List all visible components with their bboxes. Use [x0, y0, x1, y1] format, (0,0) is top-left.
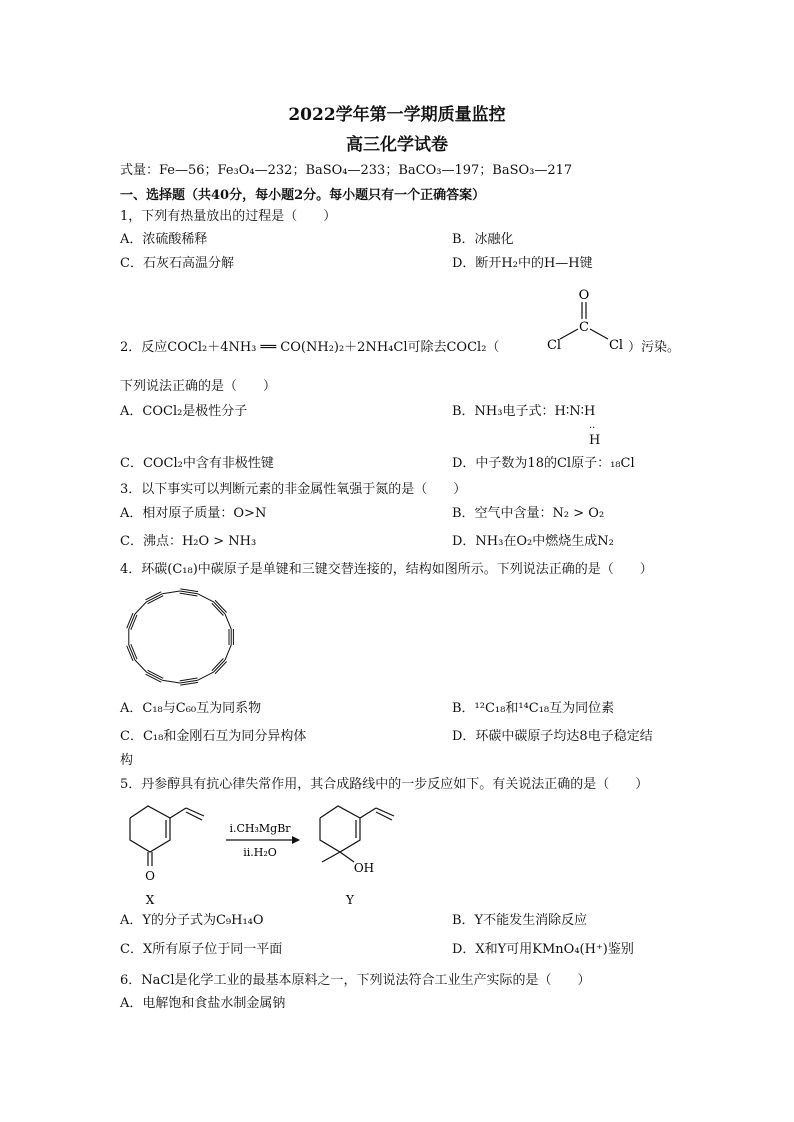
q2-stem: 2．反应COCl₂＋4NH₃ ══ CO(NH₂)₂＋2NH₄Cl可除去COCl₂（ [120, 340, 500, 355]
q1-stem: 1，下列有热量放出的过程是（ ） [120, 209, 337, 224]
compound-y [320, 806, 394, 862]
q2-option-d: D．中子数为18的Cl原子：₁₈Cl [452, 456, 635, 471]
ring-bond-6-0 [215, 662, 227, 674]
phosgene-cl-left-label: Cl [546, 338, 562, 353]
q5-option-c: C．X所有原子位于同一平面 [120, 942, 283, 957]
compound-y-oh-label: OH [353, 861, 375, 875]
q3-option-b: B．空气中含量：N₂ > O₂ [452, 506, 605, 521]
reagent-1: i.CH₃MgBr [229, 822, 291, 835]
compound-y-label: Y [346, 893, 354, 907]
ring-bond-2-1 [213, 602, 225, 614]
phosgene-structure [540, 285, 630, 355]
q1-option-a: A．浓硫酸稀释 [120, 232, 208, 247]
ring-bond-7-0 [198, 672, 214, 680]
q5-option-a: A．Y的分子式为C₉H₁₄O [120, 913, 264, 928]
ring-bond-6-1 [213, 660, 225, 672]
q2-stem-end: ）污染。 [628, 340, 681, 355]
q2-option-c: C．COCl₂中含有非极性键 [120, 456, 274, 471]
formula-weights: 式量：Fe—56；Fe₃O₄—232；BaSO₄—233；BaCO₃—197；BaSO₃—217 [120, 163, 573, 178]
ring-bond-6-2 [212, 658, 224, 670]
reagent-2: ii.H₂O [243, 846, 277, 859]
phosgene-bond-right [590, 329, 608, 339]
cyclocarbon-structure [120, 585, 240, 690]
section-heading: 一、选择题（共40分，每小题2分。每小题只有一个正确答案） [120, 188, 486, 203]
q4-option-d-continued: 构 [120, 753, 134, 768]
q6-stem: 6．NaCl是化学工业的最基本原料之一，下列说法符合工业生产实际的是（ ） [120, 973, 591, 988]
q6-option-a: A．电解饱和食盐水制金属钠 [120, 996, 286, 1011]
ring-bond-1-0 [198, 594, 214, 602]
ring-bond-2-0 [215, 600, 227, 612]
phosgene-bond-left [560, 329, 578, 339]
q2-option-a: A．COCl₂是极性分子 [120, 404, 248, 419]
exam-subtitle: 高三化学试卷 [346, 135, 448, 155]
ring-bond-17-0 [162, 591, 180, 594]
exam-title: 2022学年第一学期质量监控 [288, 105, 506, 125]
q3-option-c: C．沸点：H₂O > NH₃ [120, 534, 257, 549]
q2-stem-2: 下列说法正确的是（ ） [120, 379, 277, 394]
ring-bond-5-0 [225, 645, 231, 660]
q1-option-d: D．断开H₂中的H—H键 [452, 256, 593, 271]
q2-option-b-h: H [589, 433, 601, 448]
ring-bond-9-0 [162, 680, 180, 683]
q3-stem: 3．以下事实可以判断元素的非金属性氧强于氮的是（ ） [120, 482, 467, 497]
q4-option-c: C．C₁₈和金刚石互为同分异构体 [120, 729, 307, 744]
compound-x-o-label: O [145, 869, 155, 883]
nh3-lone-pair: ·· [589, 423, 596, 434]
ring-bond-15-0 [135, 602, 147, 614]
ring-bond-2-2 [212, 603, 224, 615]
q1-option-b: B．冰融化 [452, 232, 514, 247]
phosgene-o-label: O [578, 288, 590, 303]
phosgene-c-label: C [579, 320, 589, 335]
phosgene-cl-right-label: Cl [608, 338, 624, 353]
q5-option-b: B．Y不能发生消除反应 [452, 913, 588, 928]
compound-x-label: X [145, 893, 155, 907]
ring-bond-3-0 [225, 614, 231, 629]
reaction-arrowhead [292, 836, 300, 844]
q4-option-b: B．¹²C₁₈和¹⁴C₁₈互为同位素 [452, 701, 615, 716]
ring-bond-11-0 [135, 660, 147, 672]
q4-option-a: A．C₁₈与C₆₀互为同系物 [120, 701, 262, 716]
q5-stem: 5．丹参醇具有抗心律失常作用，其合成路线中的一步反应如下。有关说法正确的是（ ） [120, 777, 649, 792]
q1-option-c: C．石灰石高温分解 [120, 256, 234, 271]
q5-option-d: D．X和Y可用KMnO₄(H⁺)鉴别 [452, 942, 634, 957]
q4-option-d: D．环碳中碳原子均达8电子稳定结 [452, 729, 653, 744]
q3-option-d: D．NH₃在O₂中燃烧生成N₂ [452, 534, 614, 549]
q2-option-b: B．NH₃电子式：H∶N∶H [452, 404, 596, 419]
q5-reaction-scheme [120, 800, 420, 910]
q3-option-a: A．相对原子质量：O>N [120, 506, 267, 521]
q4-stem: 4．环碳(C₁₈)中碳原子是单键和三键交替连接的，结构如图所示。下列说法正确的是（ ） [120, 562, 653, 577]
compound-x [130, 806, 204, 866]
